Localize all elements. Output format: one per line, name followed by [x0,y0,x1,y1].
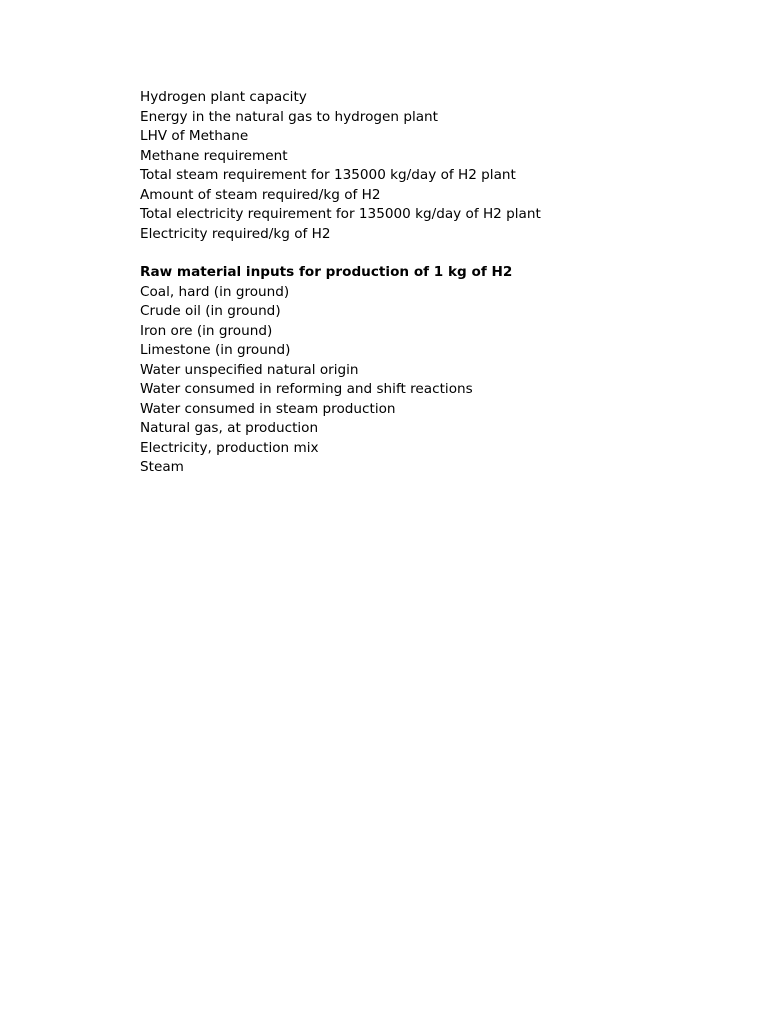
plant-capacity-label: Hydrogen plant capacity [140,89,307,105]
raw-material-item: Water unspecified natural origin [140,361,359,378]
raw-material-item: Iron ore (in ground) [140,322,273,339]
total-steam-requirement-label: Total steam requirement for 135000 kg/day of H2 plant [140,167,516,183]
natural-gas-energy-label: Energy in the natural gas to hydrogen plant [140,108,439,125]
electricity-per-kg-label: Electricity required/kg of H2 [140,225,331,242]
raw-material-item: Natural gas, at production [140,420,319,436]
raw-material-item: Steam [140,459,184,475]
methane-requirement-label: Methane requirement [140,147,288,164]
methane-lhv-label: LHV of Methane [140,128,249,144]
raw-material-item: Water consumed in steam production [140,400,396,417]
raw-material-item: Electricity, production mix [140,439,319,456]
raw-material-inputs-list [140,263,740,478]
raw-material-heading: Raw material inputs for production of 1 kg of H2 [140,264,513,280]
raw-material-item: Limestone (in ground) [140,342,291,358]
steam-per-kg-label: Amount of steam required/kg of H2 [140,186,381,203]
raw-material-item: Crude oil (in ground) [140,303,281,319]
total-electricity-requirement-label: Total electricity requirement for 135000 kg/day of H2 plant [140,206,541,222]
raw-material-item: Water consumed in reforming and shift reactions [140,381,473,397]
raw-material-item: Coal, hard (in ground) [140,283,290,300]
plant-parameters-list [140,88,740,244]
